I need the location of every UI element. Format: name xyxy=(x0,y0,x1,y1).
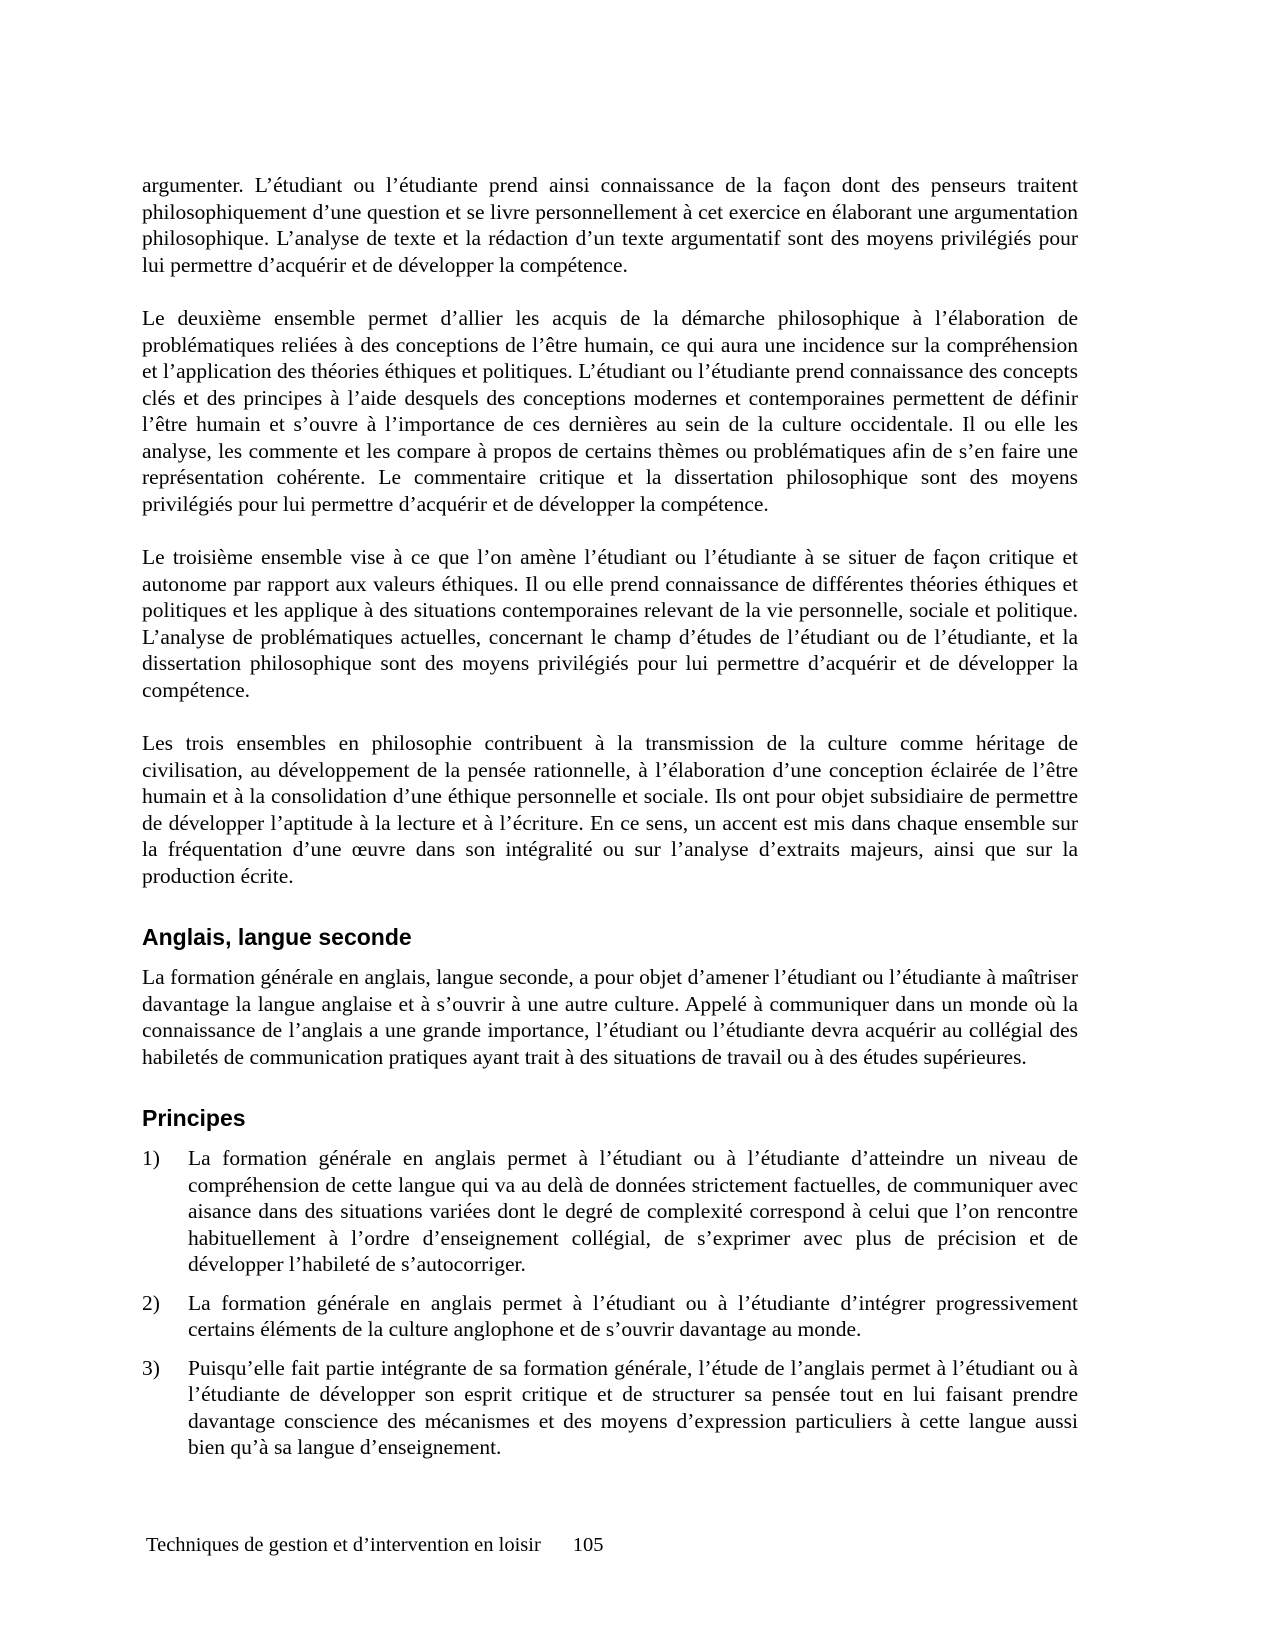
page-footer xyxy=(146,1533,604,1558)
section-heading-anglais: Anglais, langue seconde xyxy=(142,924,412,950)
list-item-number: 1) xyxy=(142,1146,160,1170)
section-heading-principes: Principes xyxy=(142,1105,246,1131)
list-item-number: 3) xyxy=(142,1355,160,1380)
paragraph-deuxieme-ensemble: Le deuxième ensemble permet d’allier les acquis de la démarche philosophique à l’élaboration de problématiques reliées à des conceptions de l’être humain, ce qui aura une incidence sur la compréhension et l’application des théories éthiques et politiques. L’étudiant ou l’étudiante prend connaissance des concepts clés et des principes à l’aide desquels des conceptions modernes et contemporaines permettent de définir l’être humain et s’ouvre à l’importance de ces dernières au sein de la culture occidentale. Il ou elle les analyse, les commente et les compare à propos de certains thèmes ou problématiques afin de s’en faire une représentation cohérente. Le commentaire critique et la dissertation philosophique sont des moyens privilégiés pour lui permettre d’acquérir et de développer la compétence. xyxy=(142,306,1078,516)
list-item-text: Puisqu’elle fait partie intégrante de sa formation générale, l’étude de l’anglais permet à l’étudiant ou à l’étudiante de développer son esprit critique et de structurer sa pensée tout en lui faisant prendre davantage conscience des mécanismes et des moyens d’expression particuliers à cette langue aussi bien qu’à sa langue d’enseignement. xyxy=(188,1355,1078,1459)
list-item-text: La formation générale en anglais permet à l’étudiant ou à l’étudiante d’intégrer progressivement certains éléments de la culture anglophone et de s’ouvrir davantage au monde. xyxy=(188,1290,1078,1341)
principes-list xyxy=(142,1145,1078,1461)
footer-document-title: Techniques de gestion et d’intervention en loisir xyxy=(146,1534,541,1556)
footer-page-number: 105 xyxy=(572,1534,604,1556)
paragraph-anglais-intro: La formation générale en anglais, langue seconde, a pour objet d’amener l’étudiant ou l’étudiante à maîtriser davantage la langue anglaise et à s’ouvrir à une autre culture. Appelé à communiquer dans un monde où la connaissance de l’anglais a une grande importance, l’étudiant ou l’étudiante devra acquérir au collégial des habiletés de communication pratiques ayant trait à des situations de travail ou à des études supérieures. xyxy=(142,965,1078,1069)
list-item-number: 2) xyxy=(142,1290,160,1315)
page-content xyxy=(142,172,1078,1473)
paragraph-argumenter: argumenter. L’étudiant ou l’étudiante prend ainsi connaissance de la façon dont des penseurs traitent philosophiquement d’une question et se livre personnellement à cet exercice en élaborant une argumentation philosophique. L’analyse de texte et la rédaction d’un texte argumentatif sont des moyens privilégiés pour lui permettre d’acquérir et de développer la compétence. xyxy=(142,173,1078,277)
list-item-3 xyxy=(142,1355,1078,1461)
paragraph-trois-ensembles: Les trois ensembles en philosophie contribuent à la transmission de la culture comme héritage de civilisation, au développement de la pensée rationnelle, à l’élaboration d’une conception éclairée de l’être humain et à la consolidation d’une éthique personnelle et sociale. Ils ont pour objet subsidiaire de permettre de développer l’aptitude à la lecture et à l’écriture. En ce sens, un accent est mis dans chaque ensemble sur la fréquentation d’une œuvre dans son intégralité ou sur l’analyse d’extraits majeurs, ainsi que sur la production écrite. xyxy=(142,731,1078,888)
list-item-2 xyxy=(142,1290,1078,1343)
list-item-text: La formation générale en anglais permet à l’étudiant ou à l’étudiante d’atteindre un niveau de compréhension de cette langue qui va au delà de données strictement factuelles, de communiquer avec aisance dans des situations variées dont le degré de complexité correspond à celui que l’on rencontre habituellement à l’ordre d’enseignement collégial, de s’exprimer avec plus de précision et de développer l’habileté de s’autocorriger. xyxy=(188,1146,1078,1276)
paragraph-troisieme-ensemble: Le troisième ensemble vise à ce que l’on amène l’étudiant ou l’étudiante à se situer de façon critique et autonome par rapport aux valeurs éthiques. Il ou elle prend connaissance de différentes théories éthiques et politiques et les applique à des situations contemporaines relevant de la vie personnelle, sociale et politique. L’analyse de problématiques actuelles, concernant le champ d’études de l’étudiant ou de l’étudiante, et la dissertation philosophique sont des moyens privilégiés pour lui permettre d’acquérir et de développer la compétence. xyxy=(142,545,1078,702)
list-item-1 xyxy=(142,1145,1078,1278)
